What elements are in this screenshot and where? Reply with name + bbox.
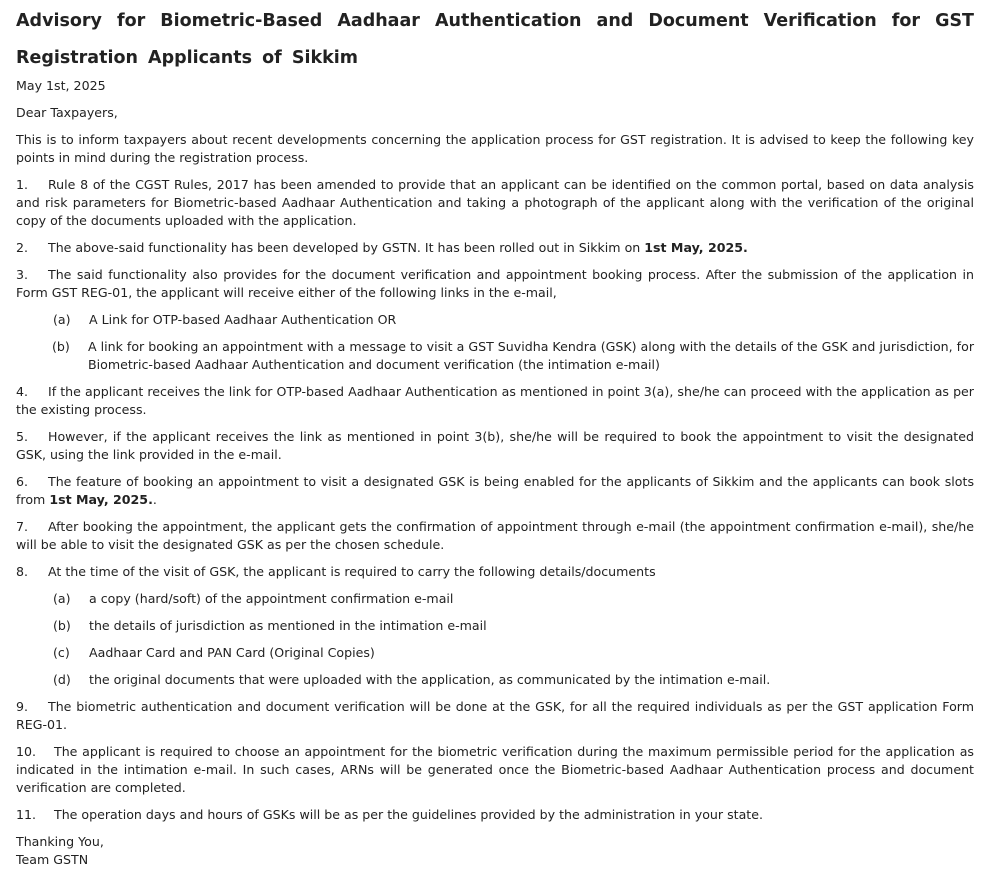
point-4 <box>16 383 974 419</box>
point-8 <box>16 563 974 581</box>
point-6 <box>16 473 974 509</box>
point-text: However, if the applicant receives the link as mentioned in point 3(b), she/he will be required to book the appointment to visit the designated GSK, using the link provided in the e-mail. <box>16 429 974 462</box>
point-number: 11. <box>16 807 37 822</box>
point-2 <box>16 239 974 257</box>
point-text: The biometric authentication and document verification will be done at the GSK, for all the required individuals as per the GST application Form REG-01. <box>16 699 974 732</box>
sub-item-8b <box>16 617 974 635</box>
sub-text: a copy (hard/soft) of the appointment confirmation e-mail <box>89 591 454 606</box>
sub-label: (a) <box>53 312 71 327</box>
point-number: 5. <box>16 429 29 444</box>
point-3 <box>16 266 974 302</box>
sub-label: (a) <box>53 591 71 606</box>
point-7 <box>16 518 974 554</box>
signature: Team GSTN <box>16 852 89 867</box>
point-text: The above-said functionality has been developed by GSTN. It has been rolled out in Sikkim on <box>48 240 645 255</box>
sub-item-8c <box>16 644 974 662</box>
point-tail: . <box>152 492 157 507</box>
point-text: The applicant is required to choose an appointment for the biometric verification during the maximum permissible period for the application as indicated in the intimation e-mail. In such cases, ARNs will be generated once the Biometric-based Aadhaar Authentication process and document verification are completed. <box>16 744 974 795</box>
sub-text: the details of jurisdiction as mentioned in the intimation e-mail <box>89 618 487 633</box>
sub-item-8a <box>16 590 974 608</box>
sub-text: Aadhaar Card and PAN Card (Original Copies) <box>89 645 375 660</box>
intro-paragraph: This is to inform taxpayers about recent developments concerning the application process for GST registration. It is advised to keep the following key points in mind during the registration process. <box>16 132 974 165</box>
sub-label: (c) <box>53 645 70 660</box>
point-10 <box>16 743 974 797</box>
sub-item-3b <box>16 338 974 374</box>
advisory-document <box>0 3 997 869</box>
point-11 <box>16 806 974 824</box>
point-number: 4. <box>16 384 29 399</box>
point-number: 8. <box>16 564 29 579</box>
point-text: The operation days and hours of GSKs will be as per the guidelines provided by the administration in your state. <box>54 807 763 822</box>
page-title: Advisory for Biometric-Based Aadhaar Authentication and Document Verification for GST Registration Applicants of Sikkim <box>16 11 974 68</box>
point-9 <box>16 698 974 734</box>
sub-text: the original documents that were uploaded with the application, as communicated by the intimation e-mail. <box>89 672 771 687</box>
sub-label: (b) <box>53 618 71 633</box>
point-5 <box>16 428 974 464</box>
sub-label: (b) <box>52 339 70 354</box>
point-text: After booking the appointment, the applicant gets the confirmation of appointment through e-mail (the appointment confirmation e-mail), she/he will be able to visit the designated GSK as per the chosen schedule. <box>16 519 974 552</box>
point-number: 3. <box>16 267 29 282</box>
date: May 1st, 2025 <box>16 78 106 93</box>
sub-text: A Link for OTP-based Aadhaar Authentication OR <box>89 312 397 327</box>
point-number: 6. <box>16 474 29 489</box>
point-number: 7. <box>16 519 29 534</box>
point-text: The said functionality also provides for the document verification and appointment booking process. After the submission of the application in Form GST REG-01, the applicant will receive either of the following links in the e-mail, <box>16 267 974 300</box>
point-text: At the time of the visit of GSK, the applicant is required to carry the following details/documents <box>48 564 656 579</box>
point-text: The feature of booking an appointment to visit a designated GSK is being enabled for the applicants of Sikkim and the applicants can book slots from <box>16 474 974 507</box>
closing-text: Thanking You, <box>16 834 104 849</box>
sub-text: A link for booking an appointment with a message to visit a GST Suvidha Kendra (GSK) along with the details of the GSK and jurisdiction, for Biometric-based Aadhaar Authentication and document verification (the intimation e-mail) <box>88 339 974 372</box>
sub-label: (d) <box>53 672 71 687</box>
sub-item-8d <box>16 671 974 689</box>
rollout-date: 1st May, 2025. <box>644 240 748 255</box>
point-number: 1. <box>16 177 29 192</box>
point-number: 10. <box>16 744 37 759</box>
point-number: 9. <box>16 699 29 714</box>
point-text: Rule 8 of the CGST Rules, 2017 has been amended to provide that an applicant can be identified on the common portal, based on data analysis and risk parameters for Biometric-based Aadhaar Authentication and taking a photograph of the applicant along with the verification of the original copy of the documents uploaded with the application. <box>16 177 974 228</box>
closing <box>16 833 974 869</box>
salutation: Dear Taxpayers, <box>16 105 118 120</box>
point-number: 2. <box>16 240 29 255</box>
point-1 <box>16 176 974 230</box>
sub-item-3a <box>16 311 974 329</box>
point-text: If the applicant receives the link for OTP-based Aadhaar Authentication as mentioned in point 3(a), she/he can proceed with the application as per the existing process. <box>16 384 974 417</box>
booking-date: 1st May, 2025. <box>49 492 153 507</box>
